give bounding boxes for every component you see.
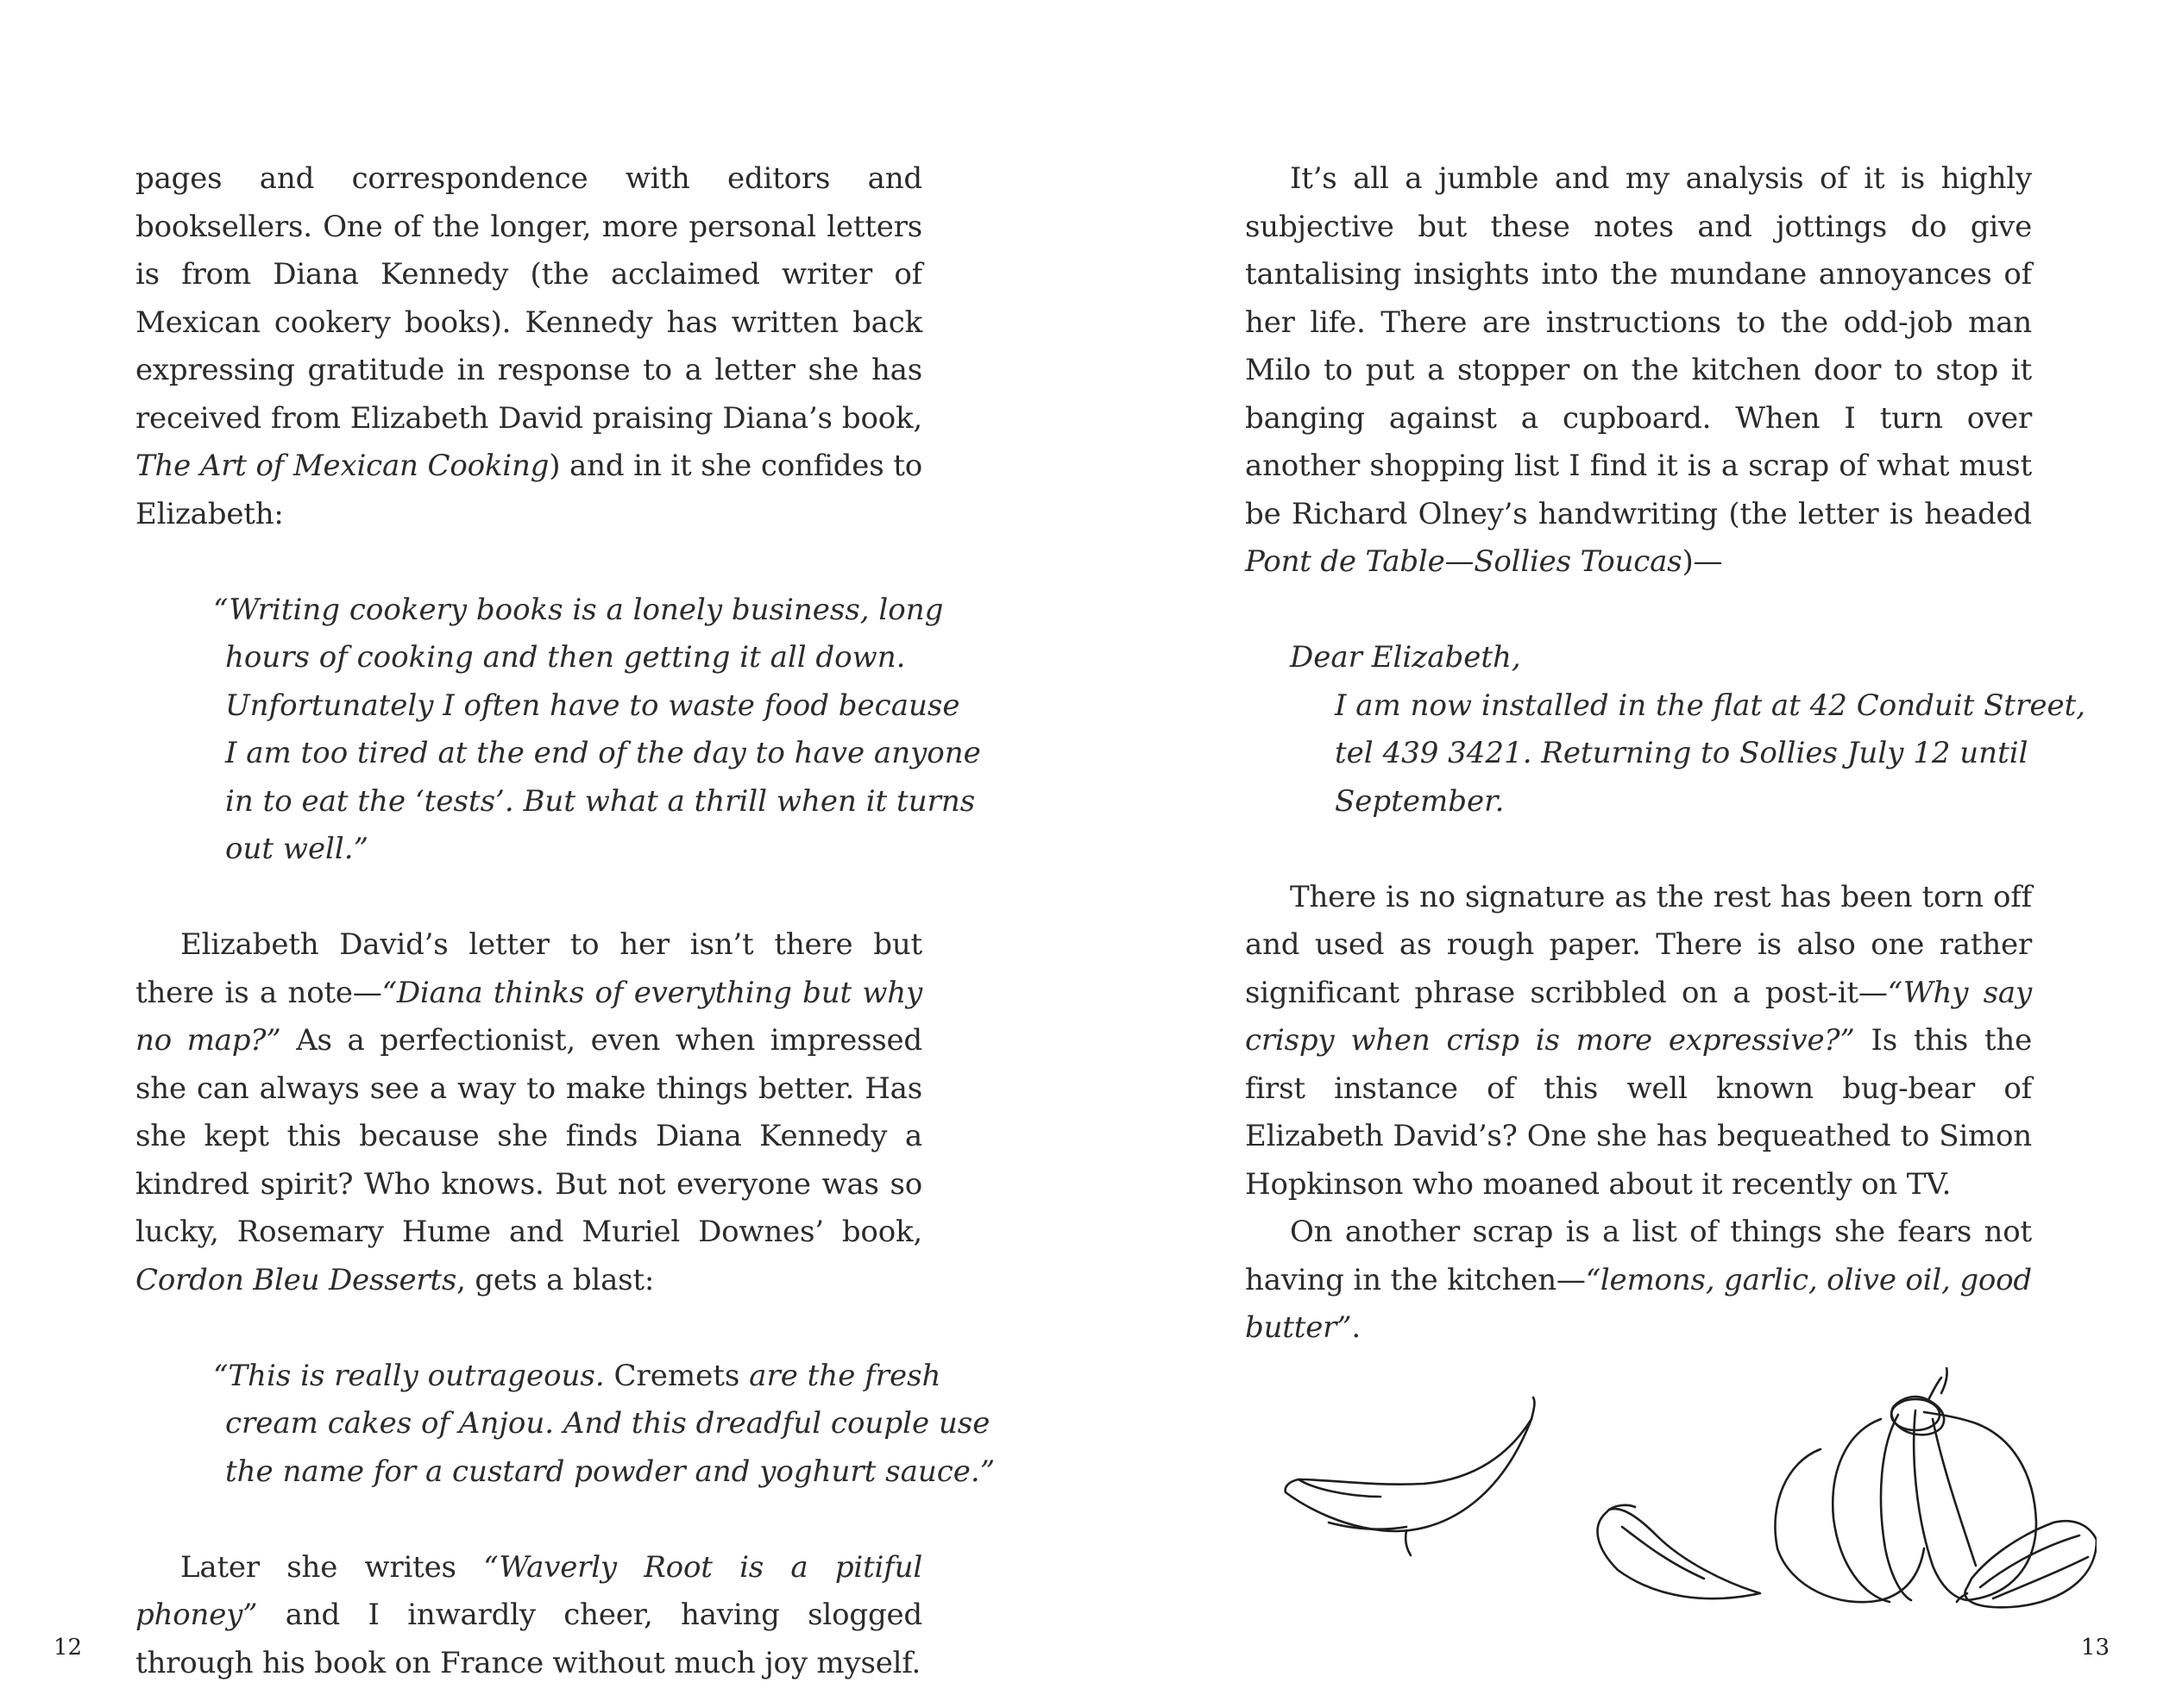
letter-heading: Pont de Table—Sollies Toucas <box>1245 544 1682 579</box>
page-number-left: 12 <box>53 1635 83 1661</box>
book-title: The Art of Mexican Cooking <box>135 449 550 483</box>
text-run: ) and in it she confides to Elizabeth: <box>135 449 922 531</box>
quote-line: “Writing cookery books is a lonely business, long <box>213 592 944 627</box>
letter-greeting: Dear Elizabeth, <box>1290 640 1521 675</box>
right-paragraph-1 <box>1245 155 2032 587</box>
inline-quote: “Why say crispy when crisp is more expressive?” <box>1245 975 2033 1058</box>
right-text-column <box>1245 155 2086 1353</box>
left-paragraph-1 <box>135 155 922 538</box>
text-run: It’s all a jumble and my analysis of it is highly subjective but these notes and jottings do give tantalising insights into the mundane annoyances of her life. There are instructions to the odd-job man Milo to put a stopper on the kitchen door to stop it banging against a cupboard. When I turn over another shopping list I find it is a scrap of what must be Richard Olney’s handwriting (the letter is headed <box>1245 161 2032 531</box>
letter-line: September. <box>1335 783 1505 819</box>
text-run: are the fresh <box>739 1358 941 1393</box>
text-run: )— <box>1682 544 1723 579</box>
letter-line: tel 439 3421. Returning to Sollies July 12 until <box>1335 736 2028 770</box>
text-run: On another scrap is a list of things she fears not having in the kitchen— <box>1245 1215 2032 1297</box>
quote-line: cream cakes of Anjou. And this dreadful couple use <box>225 1406 990 1441</box>
inline-quote: “Diana thinks of everything but why no map?” <box>135 975 922 1058</box>
cremets-quote <box>135 1353 996 1497</box>
quote-line: the name for a custard powder and yoghurt sauce.” <box>225 1454 996 1489</box>
olney-letter <box>1245 634 2086 826</box>
letter-line: I am now installed in the flat at 42 Conduit Street, <box>1335 688 2086 723</box>
quote-line: Unfortunately I often have to waste food because <box>225 688 960 723</box>
text-run: pages and correspondence with editors and booksellers. One of the longer, more personal letters is from Diana Kennedy (the acclaimed writer of Mexican cookery books). Kennedy has written back expressing gratitude in response to a letter she has received from Elizabeth David praising Diana’s book, <box>135 161 922 436</box>
right-paragraph-3 <box>1245 1209 2032 1353</box>
text-run: There is no signature as the rest has been torn off and used as rough paper. There is also one rather significant phrase scribbled on a post-it— <box>1245 879 2032 1010</box>
text-run: Elizabeth David’s letter to her isn’t there but there is a note— <box>135 927 922 1010</box>
quote-line <box>213 1353 941 1401</box>
text-run: As a perfectionist, even when impressed she can always see a way to make things better. Has she kept this because she finds Diana Kennedy a kindred spirit? Who knows. But not everyone was so lucky, Rosemary Hume and Muriel Downes’ book, <box>135 1023 922 1249</box>
right-page <box>1078 0 2157 1708</box>
quote-line: in to eat the ‘tests’. But what a thrill when it turns <box>225 783 976 819</box>
text-run: Is this the first instance of this well known bug-bear of Elizabeth David’s? One she has bequeathed to Simon Hopkinson who moaned about it recently on TV. <box>1245 1023 2032 1202</box>
left-paragraph-3 <box>135 1544 922 1688</box>
quote-line: hours of cooking and then getting it all down. <box>225 640 906 675</box>
right-paragraph-2 <box>1245 874 2032 1209</box>
left-text-column <box>135 155 996 1687</box>
left-paragraph-2 <box>135 921 922 1304</box>
garlic-sketch-icon <box>1277 1367 2097 1609</box>
text-run: “This is really outrageous. <box>213 1358 614 1393</box>
kennedy-quote <box>135 587 981 874</box>
text-run: Cremets <box>613 1358 740 1393</box>
text-run: and I inwardly cheer, having slogged through his book on France without much joy myself. <box>135 1598 922 1680</box>
book-title: Cordon Bleu Desserts <box>135 1262 457 1297</box>
inline-quote: “lemons, garlic, olive oil, good butter” <box>1245 1262 2032 1345</box>
text-run: Later she writes <box>180 1549 484 1585</box>
quote-line: I am too tired at the end of the day to have anyone <box>225 736 981 770</box>
left-page <box>0 0 1078 1708</box>
text-run: , gets a blast: <box>456 1262 655 1297</box>
page-number-right: 13 <box>2080 1635 2110 1661</box>
inline-quote: “Waverly Root is a pitiful phoney” <box>135 1549 922 1632</box>
quote-line: out well.” <box>225 832 368 866</box>
text-run: . <box>1351 1310 1361 1345</box>
